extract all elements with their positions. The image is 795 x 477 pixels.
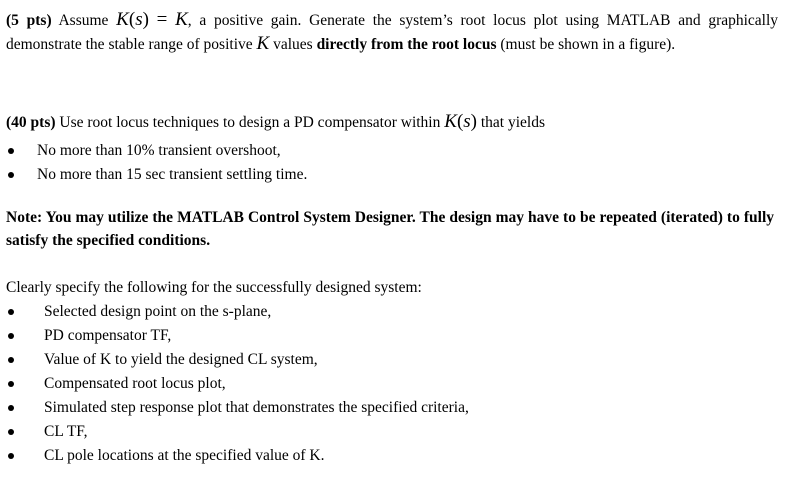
- eq-equals: =: [156, 9, 168, 30]
- bullet-icon: [8, 139, 14, 163]
- bullet-icon: [8, 348, 14, 372]
- bullet-icon: [8, 163, 14, 187]
- part2-paren-close: ): [470, 111, 477, 132]
- bullet-icon: [8, 396, 14, 420]
- part2-var: s: [463, 111, 471, 132]
- requirement-item-text: CL TF,: [44, 423, 88, 440]
- requirement-item-text: Simulated step response plot that demonstrates the specified criteria,: [44, 399, 469, 416]
- eq-lhs: K: [116, 9, 129, 30]
- part1-assume: Assume: [58, 12, 109, 29]
- eq-paren-close: ): [142, 9, 149, 30]
- criteria-item-text: No more than 15 sec transient settling time.: [37, 166, 308, 183]
- eq-paren-open: (: [128, 9, 136, 30]
- part1-text-a: , a positive gain. Generate the system’s root locus plot using MATLAB and graphically demonstrate the stable range of positive: [6, 12, 779, 53]
- part1-k-symbol: K: [256, 33, 270, 54]
- part2-k-symbol: K: [444, 111, 457, 132]
- part2-text-b: that yields: [480, 114, 546, 131]
- requirement-item-text: Selected design point on the s-plane,: [44, 303, 272, 320]
- part2-paren-open: (: [456, 111, 464, 132]
- note-paragraph: Note: You may utilize the MATLAB Control System Designer. The design may have to be repeated (iterated) to fully satisfy the specified conditions.: [6, 209, 774, 249]
- criteria-item-text: No more than 10% transient overshoot,: [37, 142, 281, 159]
- bullet-icon: [8, 420, 14, 444]
- eq-rhs: K: [175, 9, 188, 30]
- requirement-item-text: CL pole locations at the specified value of K.: [44, 447, 325, 464]
- requirement-item-text: Value of K to yield the designed CL system,: [44, 351, 318, 368]
- bullet-icon: [8, 324, 14, 348]
- part2-points: (40 pts): [6, 114, 56, 131]
- bullet-icon: [8, 372, 14, 396]
- part2-paragraph: [6, 110, 778, 134]
- part2-text-a: Use root locus techniques to design a PD compensator within: [59, 114, 441, 131]
- requirement-item-text: PD compensator TF,: [44, 327, 172, 344]
- bullet-icon: [8, 444, 14, 468]
- bullet-icon: [8, 300, 14, 324]
- eq-var: s: [135, 9, 143, 30]
- part1-emphasis: directly from the root locus: [316, 36, 497, 53]
- part1-text-c: (must be shown in a figure).: [500, 36, 676, 53]
- part1-paragraph: [6, 8, 778, 56]
- requirement-item-text: Compensated root locus plot,: [44, 375, 226, 392]
- requirements-intro: Clearly specify the following for the successfully designed system:: [6, 279, 422, 296]
- part1-text-b: values: [273, 36, 313, 53]
- part1-points: (5 pts): [6, 12, 52, 29]
